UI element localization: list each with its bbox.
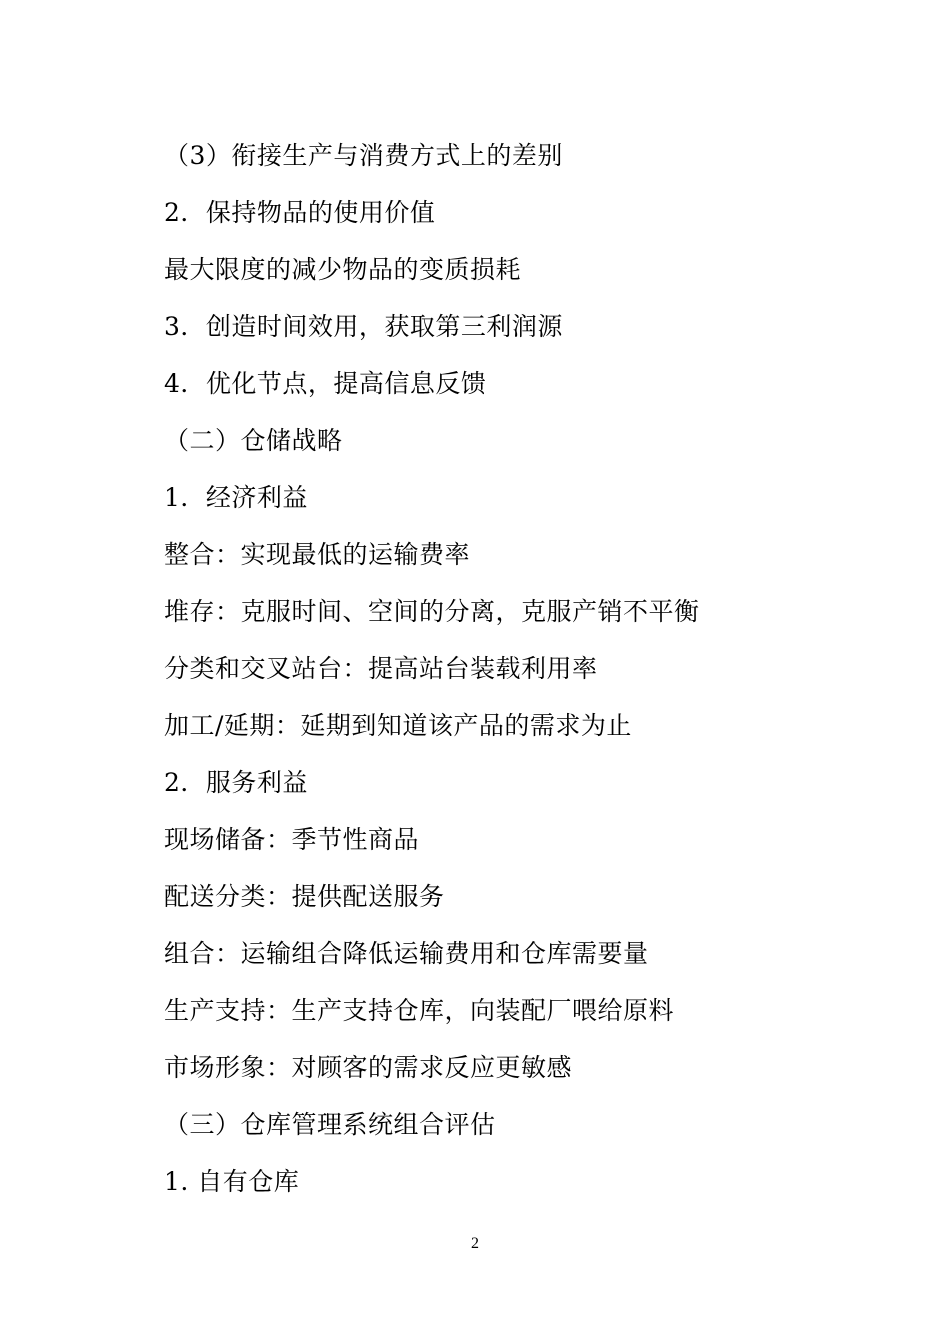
text-line-stockpiling: 堆存：克服时间、空间的分离，克服产销不平衡 <box>164 597 700 626</box>
section-heading-warehouse-system-evaluation: （三）仓库管理系统组合评估 <box>164 1110 496 1139</box>
text-line-heading-preserve-use-value: 2．保持物品的使用价值 <box>164 198 436 227</box>
text-line-market-presence: 市场形象：对顾客的需求反应更敏感 <box>164 1053 573 1082</box>
text-line-heading-owned-warehouse: 1. 自有仓库 <box>164 1167 300 1196</box>
text-line-heading-optimize-nodes: 4．优化节点，提高信息反馈 <box>164 369 487 398</box>
document-body <box>164 132 884 1215</box>
text-line-heading-economic-benefits: 1．经济利益 <box>164 483 308 512</box>
text-line-consolidation: 整合：实现最低的运输费率 <box>164 540 471 569</box>
text-line-cross-docking: 分类和交叉站台：提高站台装载利用率 <box>164 654 598 683</box>
text-line-production-support: 生产支持：生产支持仓库，向装配厂喂给原料 <box>164 996 675 1025</box>
text-line-assortment: 配送分类：提供配送服务 <box>164 882 445 911</box>
section-heading-warehouse-strategy: （二）仓储战略 <box>164 426 343 455</box>
text-line-spot-stocking: 现场储备：季节性商品 <box>164 825 420 854</box>
text-line-item-3-bridge-production-consumption: （3）衔接生产与消费方式上的差别 <box>164 141 563 170</box>
text-line-reduce-deterioration: 最大限度的减少物品的变质损耗 <box>164 255 522 284</box>
text-line-heading-service-benefits: 2．服务利益 <box>164 768 308 797</box>
text-line-mixing: 组合：运输组合降低运输费用和仓库需要量 <box>164 939 649 968</box>
text-line-heading-time-utility: 3．创造时间效用，获取第三利润源 <box>164 312 563 341</box>
text-line-processing-postponement: 加工/延期：延期到知道该产品的需求为止 <box>164 711 632 740</box>
page-number: 2 <box>471 1235 479 1252</box>
